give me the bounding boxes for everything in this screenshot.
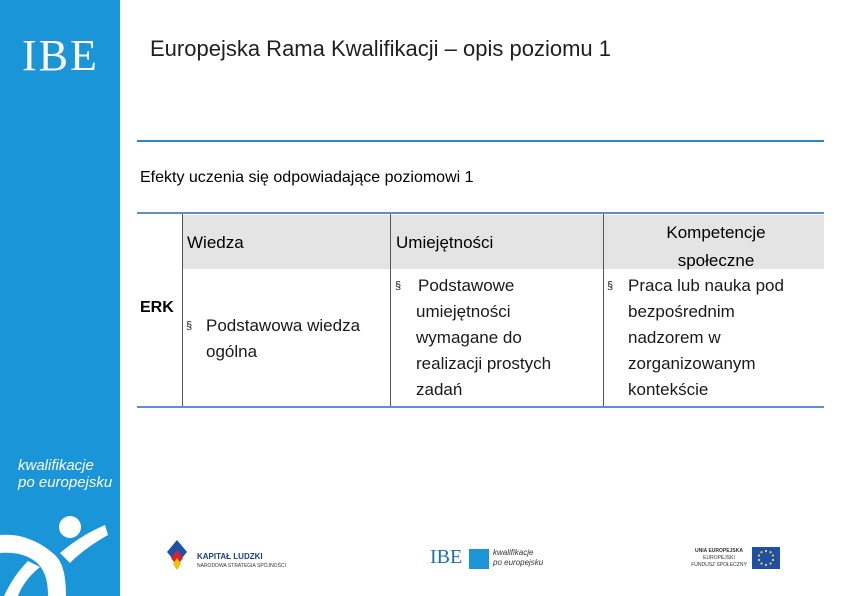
column-header-kompetencje-line2: społeczne [677,251,755,270]
ibe-footer-logo [430,543,560,577]
table-divider-3 [603,214,604,406]
eu-efs-text [688,548,750,569]
list-item [607,273,822,403]
cell-kompetencje-line: kontekście [628,380,709,399]
table-top-rule [137,212,824,214]
column-header-umiejetnosci: Umiejętności [396,233,494,252]
cell-wiedza [186,313,360,365]
ibe-logo: IBE [22,31,99,80]
cell-umiejetnosci-line: umiejętności [416,302,511,321]
column-header-kompetencje-line1: Kompetencje [666,223,766,242]
list-item [395,273,600,403]
sidebar-tagline [18,457,112,491]
sidebar-tagline-line1: kwalifikacje [18,457,94,474]
title-divider [137,140,824,142]
cell-umiejetnosci-line: Podstawowe [418,276,515,295]
list-item [186,313,360,365]
jumping-figure-icon [0,505,120,596]
ibe-footer-figure-icon [469,549,489,569]
table-divider-2 [390,214,391,406]
ibe-footer-tagline-line2: po europejsku [493,558,544,567]
cell-kompetencje-line: zorganizowanym [628,354,756,373]
cell-kompetencje-line: nadzorem w [628,328,721,347]
row-label-erk: ERK [140,299,174,316]
eu-efs-line2: EUROPEJSKI [703,555,735,561]
eu-efs-line1: UNIA EUROPEJSKA [695,548,743,554]
column-header-kompetencje [606,219,826,275]
sidebar-tagline-line2: po europejsku [18,474,113,491]
eu-efs-logo [688,545,788,575]
sidebar-panel [0,0,120,596]
cell-umiejetnosci-line: wymagane do [416,328,522,347]
ibe-footer-tagline [493,548,543,568]
cell-umiejetnosci [395,273,600,403]
cell-umiejetnosci-line: realizacji prostych [416,354,552,373]
kapital-ludzki-title: KAPITAŁ LUDZKI [197,552,263,561]
kapital-ludzki-logo [165,538,295,578]
table-divider-1 [182,214,183,406]
bullet-icon: § [607,280,614,292]
cell-wiedza-line: Podstawowa wiedza [206,316,361,335]
cell-kompetencje-line: bezpośrednim [628,302,735,321]
cell-kompetencje [607,273,822,403]
cell-wiedza-line: ogólna [206,342,258,361]
ibe-footer-mark: IBE [430,546,463,568]
column-header-wiedza: Wiedza [187,233,244,252]
kapital-ludzki-emblem-icon [165,538,189,578]
slide-subtitle: Efekty uczenia się odpowiadające poziomowi 1 [140,169,474,186]
eu-efs-line3: FUNDUSZ SPOŁECZNY [691,562,747,568]
cell-kompetencje-line: Praca lub nauka pod [628,276,784,295]
ibe-footer-tagline-line1: kwalifikacje [493,548,534,557]
cell-umiejetnosci-line: zadań [416,380,463,399]
kapital-ludzki-subtitle: NARODOWA STRATEGIA SPÓJNOŚCI [197,563,286,569]
bullet-icon: § [186,320,193,332]
slide-title: Europejska Rama Kwalifikacji – opis poziomu 1 [150,36,611,61]
eu-flag-icon [752,547,780,569]
table-bottom-rule [137,406,824,408]
bullet-icon: § [395,280,402,292]
